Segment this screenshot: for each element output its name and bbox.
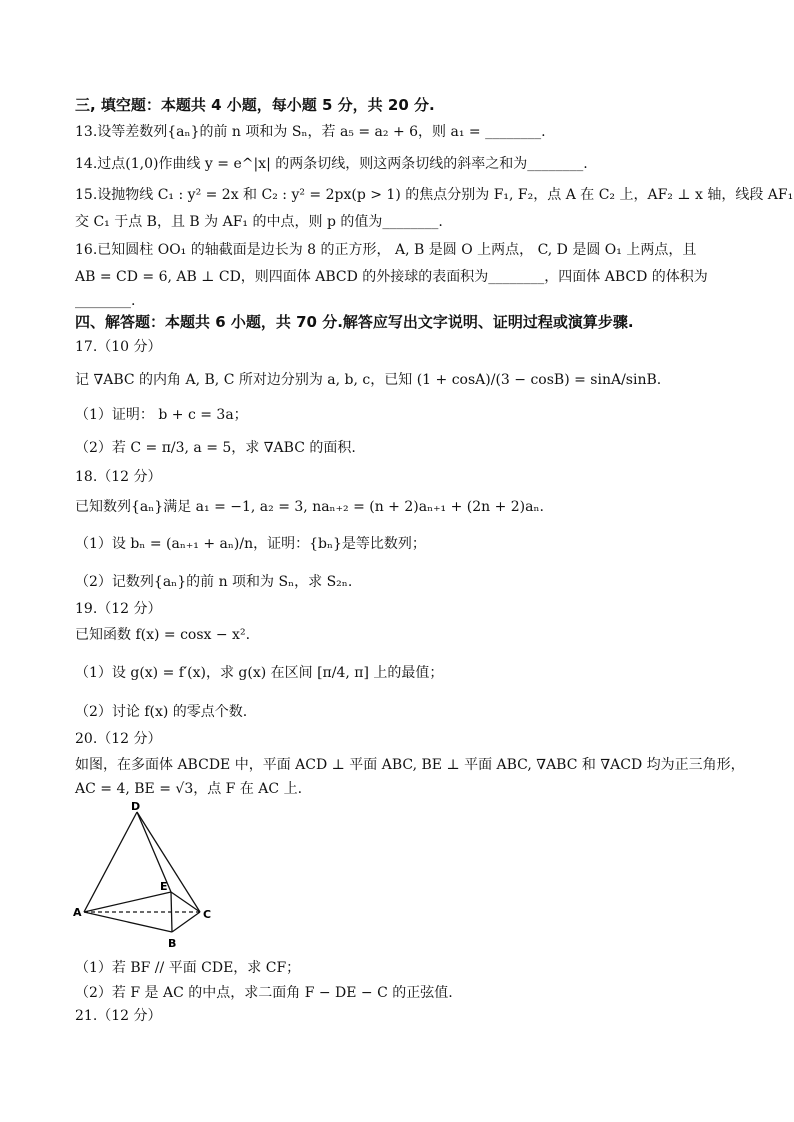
question-17-stem: 记 ∇ABC 的内角 A, B, C 所对边分别为 a, b, c，已知 (1 + cosA)/(3 − cosB) = sinA/sinB. [75, 372, 662, 388]
question-20-stem-line2: AC = 4, BE = √3，点 F 在 AC 上. [75, 781, 303, 797]
edge-BC [172, 912, 200, 932]
question-20-stem-line1: 如图，在多面体 ABCDE 中，平面 ACD ⊥ 平面 ABC, BE ⊥ 平面 ABC, ∇ABC 和 ∇ACD 均为正三角形， [75, 757, 745, 773]
question-15-line1: 15.设抛物线 C₁ : y² = 2x 和 C₂ : y² = 2px(p > 1) 的焦点分别为 F₁, F₂，点 A 在 C₂ 上，AF₂ ⊥ x 轴，线段 AF₁ [75, 187, 794, 203]
vertex-label-E: E [160, 880, 168, 893]
question-15-line2: 交 C₁ 于点 B，且 B 为 AF₁ 的中点，则 p 的值为________. [75, 214, 443, 230]
section-3-heading: 三, 填空题：本题共 4 小题，每小题 5 分，共 20 分. [75, 96, 435, 114]
question-19-part1: （1）设 g(x) = f′(x)，求 g(x) 在区间 [π/4, π] 上的最值； [75, 665, 444, 681]
question-13: 13.设等差数列{aₙ}的前 n 项和为 Sₙ，若 a₅ = a₂ + 6，则 a₁ = ________. [75, 124, 546, 140]
question-19-part2: （2）讨论 f(x) 的零点个数. [75, 704, 248, 720]
question-20-title: 20.（12 分） [75, 731, 162, 747]
question-19-stem: 已知函数 f(x) = cosx − x². [75, 627, 251, 643]
vertex-label-D: D [131, 800, 141, 813]
edge-AE [84, 892, 171, 912]
question-20-part2: （2）若 F 是 AC 的中点，求二面角 F − DE − C 的正弦值. [75, 985, 453, 1001]
question-18-stem: 已知数列{aₙ}满足 a₁ = −1, a₂ = 3, naₙ₊₂ = (n + 2)aₙ₊₁ + (2n + 2)aₙ. [75, 499, 544, 515]
question-14: 14.过点(1,0)作曲线 y = e^|x| 的两条切线，则这两条切线的斜率之和为________. [75, 156, 588, 172]
vertex-label-C: C [203, 908, 212, 921]
question-21-title: 21.（12 分） [75, 1008, 162, 1024]
question-17-part2: （2）若 C = π/3, a = 5，求 ∇ABC 的面积. [75, 440, 356, 456]
question-16-line2: AB = CD = 6, AB ⊥ CD，则四面体 ABCD 的外接球的表面积为________，四面体 ABCD 的体积为 [75, 269, 708, 285]
question-16-line3: ________. [75, 293, 136, 309]
question-18-part1: （1）设 bₙ = (aₙ₊₁ + aₙ)/n，证明：{bₙ}是等比数列； [75, 536, 426, 552]
edge-AB [84, 912, 172, 932]
question-17-title: 17.（10 分） [75, 339, 162, 355]
edge-DA [84, 812, 137, 912]
question-16-line1: 16.已知圆柱 OO₁ 的轴截面是边长为 8 的正方形， A, B 是圆 O 上两点， C, D 是圆 O₁ 上两点，且 [75, 242, 697, 258]
vertex-label-B: B [168, 937, 177, 950]
polyhedron-figure [60, 800, 220, 960]
edge-EC [171, 892, 200, 912]
question-19-title: 19.（12 分） [75, 601, 162, 617]
question-17-part1: （1）证明： b + c = 3a； [75, 407, 248, 423]
question-20-part1: （1）若 BF // 平面 CDE，求 CF； [75, 960, 301, 976]
section-4-heading: 四、解答题：本题共 6 小题，共 70 分.解答应写出文字说明、证明过程或演算步骤. [75, 313, 634, 331]
question-18-title: 18.（12 分） [75, 469, 162, 485]
question-18-part2: （2）记数列{aₙ}的前 n 项和为 Sₙ，求 S₂ₙ. [75, 574, 353, 590]
vertex-label-A: A [73, 906, 82, 919]
